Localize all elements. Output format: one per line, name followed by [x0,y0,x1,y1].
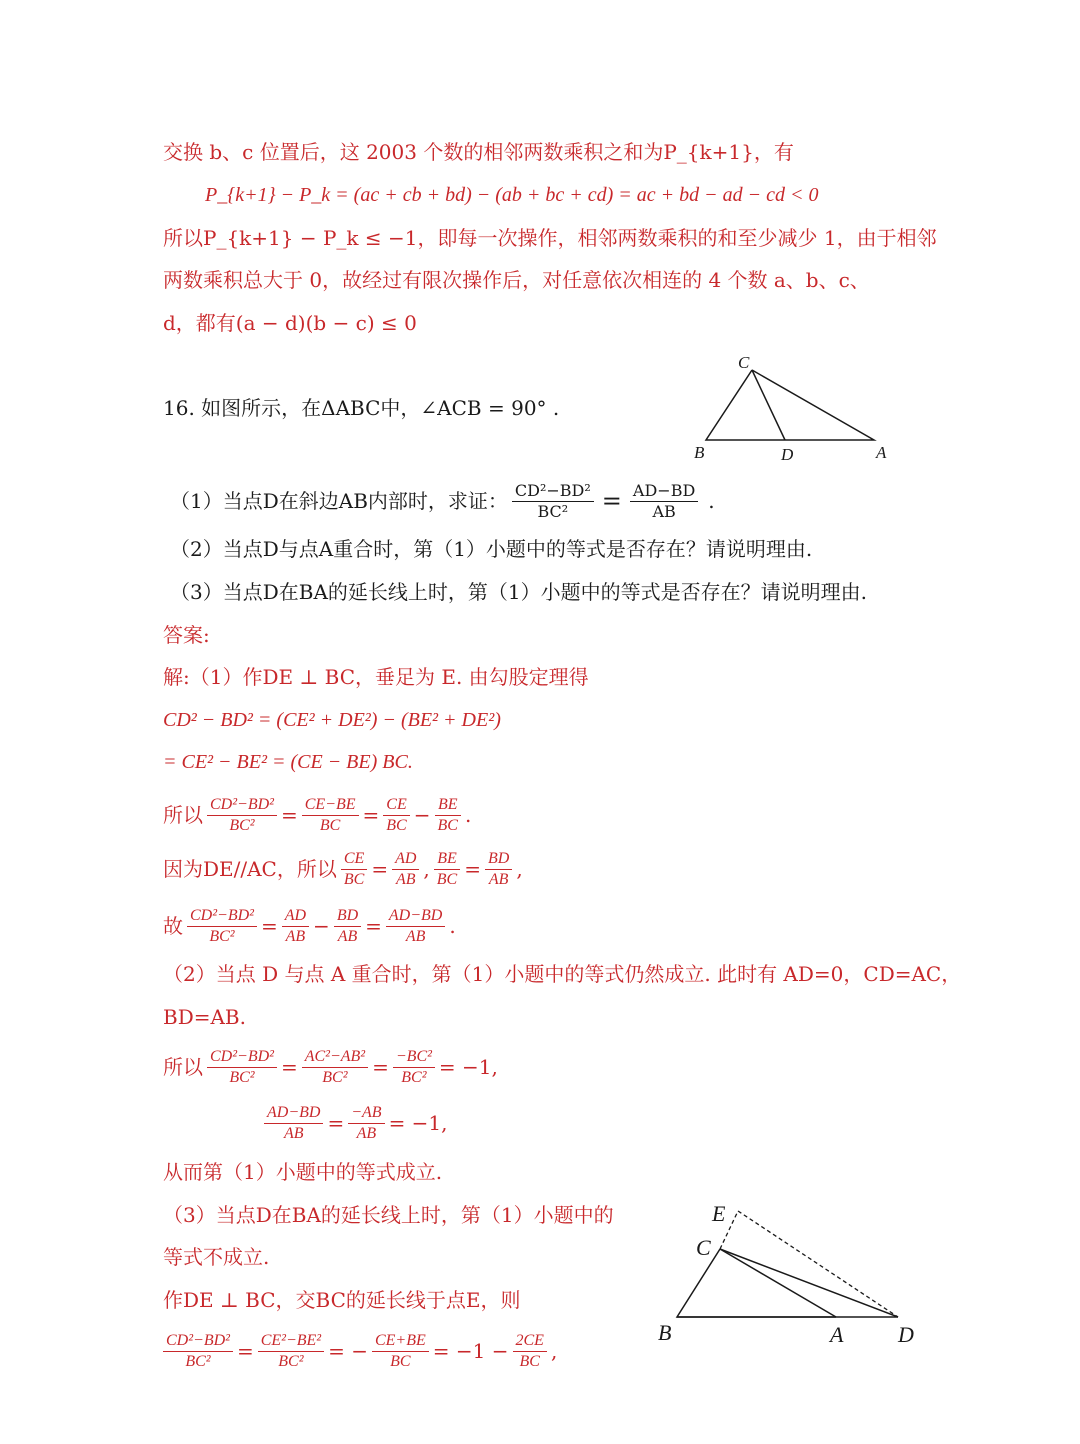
q1-frac1-den: BC² [537,501,569,521]
q1-prefix: （1）当点D在斜边AB内部时，求证： [170,489,508,513]
answer-step-3: = CE² − BE² = (CE − BE) BC. [163,751,413,773]
s6-prefix: 故 [163,914,183,938]
p2-result-1: = −1, [438,1055,498,1079]
question-1 [170,478,715,524]
s5-f4-den: AB [488,870,509,888]
p3-f2-den: BC² [278,1352,304,1370]
p3-f4-num: 2CE [513,1331,547,1352]
s4-prefix: 所以 [163,803,203,827]
p3-f2-num: CE²−BE² [258,1331,324,1352]
q1-frac2-num: AD−BD [630,481,698,502]
s4-f1-den: BC² [229,816,255,834]
s5-frac-4 [485,849,512,890]
s5-frac-3 [434,849,460,890]
s6-f3-den: AB [337,927,358,945]
p3-frac-1 [163,1331,233,1372]
s4-frac-1 [207,795,277,836]
p3-f3-num: CE+BE [372,1331,429,1352]
answer-step-2: CD² − BD² = (CE² + DE²) − (BE² + DE²) [163,709,501,731]
p2-f3-num: −BC² [393,1047,435,1068]
s6-f2-num: AD [282,906,309,927]
figure1-label-d: D [781,445,794,462]
question-3: （3）当点D在BA的延长线上时，第（1）小题中的等式是否存在？请说明理由. [170,580,867,604]
s6-f3-num: BD [334,906,361,927]
p3-f3-den: BC [390,1352,411,1370]
s6-f4-num: AD−BD [386,906,445,927]
figure2-label-e: E [712,1201,726,1226]
figure1-label-b: B [694,443,705,462]
p2-frac-2 [302,1047,368,1088]
p3-mid: = −1 − [432,1339,509,1363]
s4-f3-num: CE [383,795,409,816]
p2-frac-5 [348,1103,384,1144]
equation-line-2: P_{k+1} − P_k = (ac + cb + bd) − (ab + bc + cd) = ac + bd − ad − cd < 0 [205,184,819,206]
text-line-4: 两数乘积总大于 0，故经过有限次操作后，对任意依次相连的 4 个数 a、b、c、 [163,268,870,292]
p2-f4-num: AD−BD [264,1103,323,1124]
figure2-label-d: D [898,1322,914,1347]
text-line-3: 所以P_{k+1} − P_k ≤ −1，即每一次操作，相邻两数乘积的和至少减少 1，由于相邻 [163,226,937,250]
answer-step-4: 所以 $\frac{\text{CD²−BD²}}{\text{BC²}}$ = $\frac{CE-BE}{BC}$ = $\frac{CE}{BC}$ − $\frac{BE}{BC}$ . [163,795,472,834]
q1-fraction-1 [512,481,594,522]
part3-line-3: 作DE ⊥ BC，交BC的延长线于点E，则 [163,1288,521,1312]
answer-step-5: 因为DE//AC，所以 $\frac{CE}{BC}$ = $\frac{AD}{AB}$ , $\frac{BE}{BC}$ = $\frac{BD}{AB}$ , [163,849,523,888]
s4-frac-3 [383,795,409,836]
s5-f1-num: CE [341,849,367,870]
p2-f2-den: BC² [322,1068,348,1086]
s5-prefix: 因为DE//AC，所以 [163,857,337,881]
text-line-5: d，都有(a − d)(b − c) ≤ 0 [163,311,417,335]
s6-f4-den: AB [405,927,426,945]
p2-f1-den: BC² [229,1068,255,1086]
part2-line-2: BD=AB. [163,1005,246,1029]
s4-frac-2 [302,795,359,836]
s4-f4-den: BC [437,816,458,834]
figure1-label-a: A [876,443,887,462]
answer-step-6: 故 $\frac{\text{CD²−BD²}}{\text{BC²}}$ = $\frac{AD}{AB}$ − $\frac{BD}{AB}$ = $\frac{AD-BD}{AB}$ . [163,906,456,945]
s5-f2-den: AB [395,870,416,888]
s5-f1-den: BC [343,870,365,888]
part2-equation-1: 所以 $\frac{\text{CD²−BD²}}{\text{BC²}}$ = $\frac{\text{AC²−AB²}}{\text{BC²}}$ = $\frac{\text{−BC²}}{\text{BC²}}$ = −1, [163,1047,498,1086]
part2-line-1: （2）当点 D 与点 A 重合时，第（1）小题中的等式仍然成立. 此时有 AD=0，CD=AC， [163,962,962,986]
question-2: （2）当点D与点A重合时，第（1）小题中的等式是否存在？请说明理由. [170,537,813,561]
s4-f3-den: BC [386,816,407,834]
figure-triangle-abc [690,352,900,462]
part2-equation-2: $\frac{AD-BD}{AB}$ = $\frac{-AB}{AB}$ = −1, [260,1100,448,1146]
p3-frac-2 [258,1331,324,1372]
figure-extended-triangle [650,1195,920,1355]
p3-f4-den: BC [519,1352,540,1370]
p3-frac-3 [372,1331,429,1372]
p3-f1-den: BC² [185,1352,211,1370]
s5-f3-num: BE [434,849,460,870]
s6-frac-3 [334,906,361,947]
s6-f1-den: BC² [209,927,235,945]
part3-line-1: （3）当点D在BA的延长线上时，第（1）小题中的 [163,1203,614,1227]
s4-f4-num: BE [435,795,461,816]
p2-f3-den: BC² [401,1068,427,1086]
s5-f4-num: BD [485,849,512,870]
figure2-label-a: A [830,1322,844,1347]
s4-frac-4 [435,795,461,836]
p2-f5-den: AB [356,1124,377,1142]
s6-f1-num: CD²−BD² [187,906,257,927]
p2-f4-den: AB [283,1124,304,1142]
part3-equation: $\frac{\text{CD²−BD²}}{\text{BC²}}$ = $\frac{\text{CE²−BE²}}{\text{BC²}}$ = − $\frac{CE+BE}{BC}$ = −1 − $\frac{2CE}{BC}$ , [163,1328,557,1374]
s6-frac-4 [386,906,445,947]
q1-end: . [708,489,715,513]
q1-equals: = [601,487,622,515]
p3-frac-4 [513,1331,547,1372]
p2-f5-num: −AB [348,1103,384,1124]
figure2-label-b: B [658,1320,672,1345]
figure2-label-c: C [696,1235,711,1260]
p2-f2-num: AC²−AB² [302,1047,368,1068]
p2-prefix: 所以 [163,1055,203,1079]
p2-f1-num: CD²−BD² [207,1047,277,1068]
p2-frac-1 [207,1047,277,1088]
q1-frac1-num: CD²−BD² [512,481,594,502]
p2-result-2: = −1, [388,1111,448,1135]
s5-f2-num: AD [392,849,419,870]
s4-f2-den: BC [319,816,341,834]
q1-frac2-den: AB [652,501,676,521]
p2-frac-3 [393,1047,435,1088]
s4-f1-num: CD²−BD² [207,795,277,816]
s4-f2-num: CE−BE [302,795,359,816]
s5-frac-1 [341,849,367,890]
s6-f2-den: AB [285,927,306,945]
problem-title: 16. 如图所示，在ΔABC中，∠ACB = 90° . [163,396,560,420]
s6-frac-2 [282,906,309,947]
answer-step-1: 解:（1）作DE ⊥ BC，垂足为 E. 由勾股定理得 [163,665,589,689]
s5-frac-2 [392,849,419,890]
p2-frac-4 [264,1103,323,1144]
s5-f3-den: BC [436,870,458,888]
p3-f1-num: CD²−BD² [163,1331,233,1352]
q1-fraction-2 [630,481,698,522]
figure1-label-c: C [738,353,750,372]
part2-conclusion: 从而第（1）小题中的等式成立. [163,1160,443,1184]
answer-label: 答案: [163,623,210,647]
part3-line-2: 等式不成立. [163,1245,270,1269]
s6-frac-1 [187,906,257,947]
text-line-1: 交换 b、c 位置后，这 2003 个数的相邻两数乘积之和为P_{k+1}，有 [163,140,794,164]
